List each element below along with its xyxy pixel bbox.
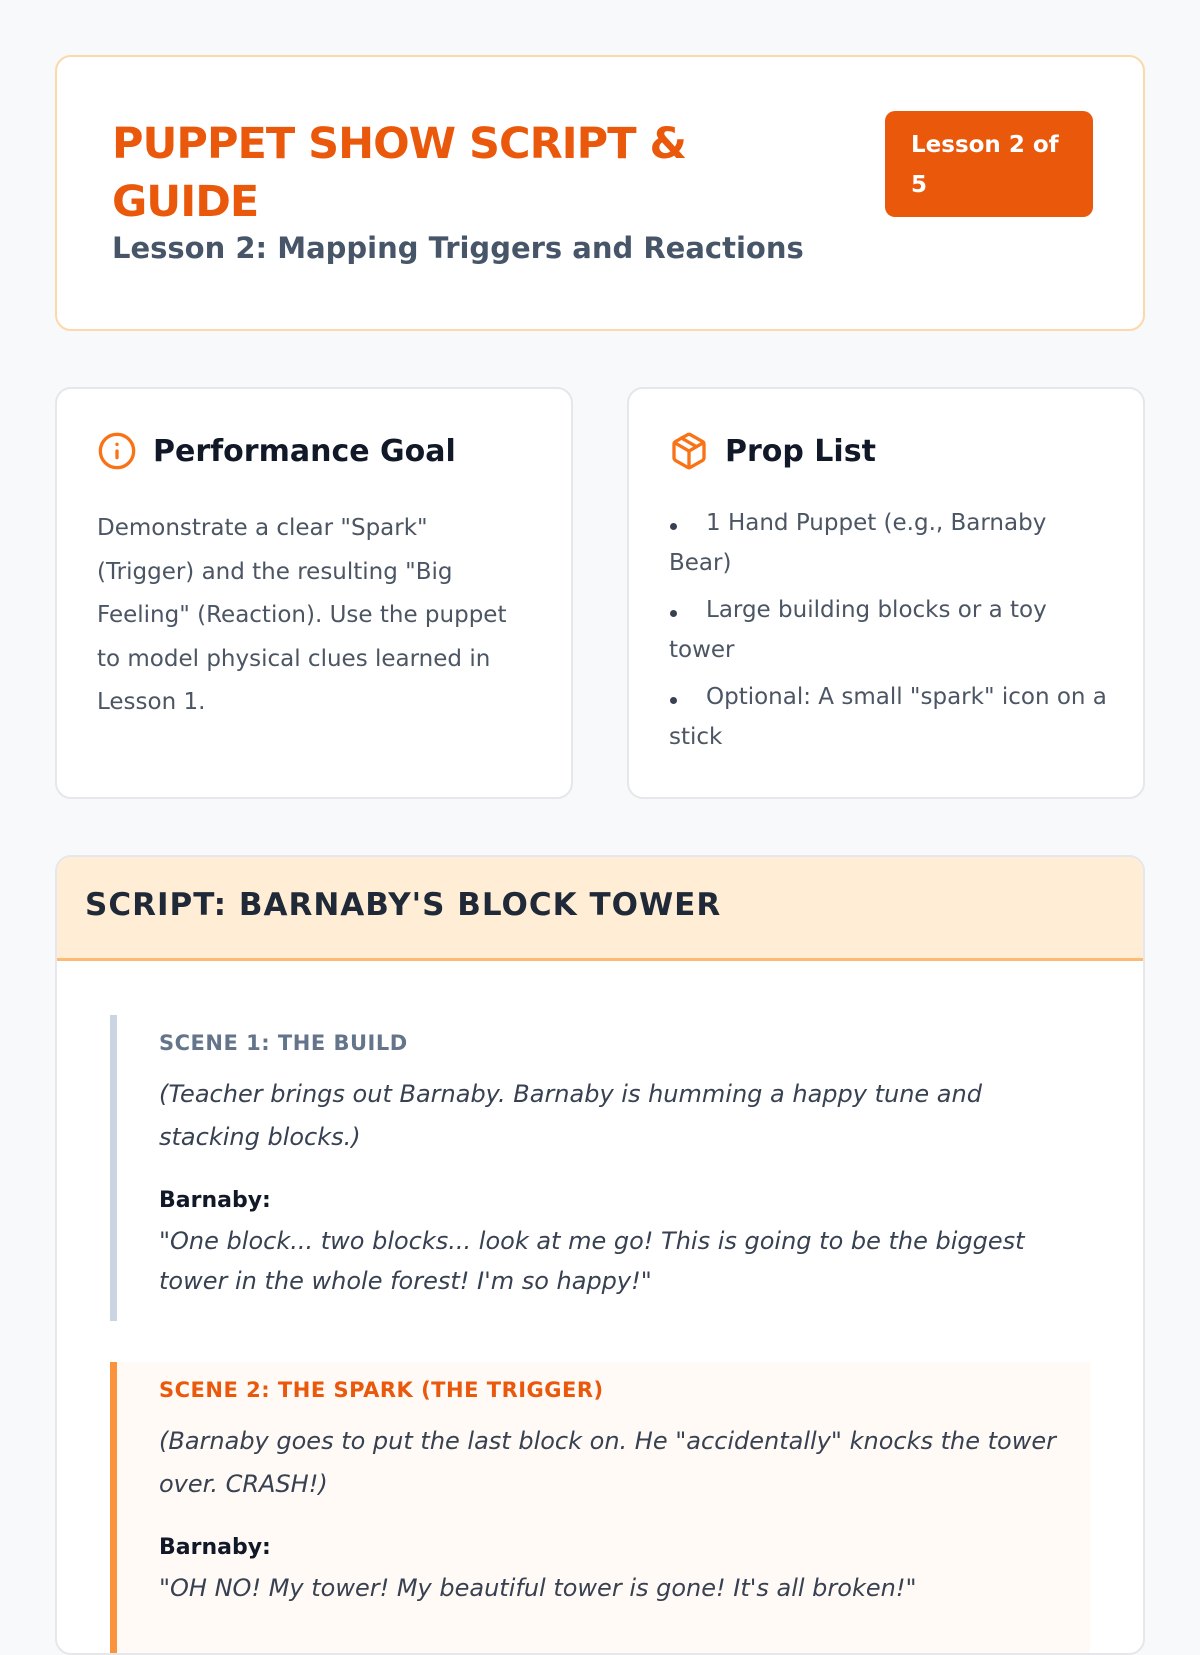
speaker-name: Barnaby: xyxy=(159,1535,271,1560)
dialogue-line: "One block... two blocks... look at me go! This is going to be the biggest tower in the whole forest! I'm so happy!" xyxy=(159,1227,1025,1295)
prop-list xyxy=(669,503,1109,764)
list-item xyxy=(669,590,1109,670)
script-card xyxy=(55,855,1145,1655)
scene-2 xyxy=(110,1362,1090,1655)
scene-label: SCENE 1: THE BUILD xyxy=(159,1031,408,1055)
page-title: PUPPET SHOW SCRIPT & GUIDE xyxy=(112,119,687,227)
performance-goal-text: Demonstrate a clear "Spark" (Trigger) and the resulting "Big Feeling" (Reaction). Use the puppet to model physical clues learned in Lesson 1. xyxy=(97,515,507,715)
prop-list-title: Prop List xyxy=(725,433,876,469)
performance-goal-title: Performance Goal xyxy=(153,433,456,469)
stage-direction: (Barnaby goes to put the last block on. He "accidentally" knocks the tower over. CRASH!) xyxy=(159,1427,1056,1498)
info-circle-icon xyxy=(97,431,137,471)
page-subtitle: Lesson 2: Mapping Triggers and Reactions xyxy=(112,231,804,265)
lesson-badge: Lesson 2 of 5 xyxy=(885,111,1093,217)
prop-item-text: 1 Hand Puppet (e.g., Barnaby Bear) xyxy=(669,510,1047,576)
dialogue-line: "OH NO! My tower! My beautiful tower is gone! It's all broken!" xyxy=(159,1574,917,1602)
script-header xyxy=(57,857,1143,961)
script-title: SCRIPT: BARNABY'S BLOCK TOWER xyxy=(85,887,722,923)
header-card xyxy=(55,55,1145,331)
prop-item-text: Large building blocks or a toy tower xyxy=(669,597,1047,663)
stage-direction: (Teacher brings out Barnaby. Barnaby is humming a happy tune and stacking blocks.) xyxy=(159,1080,982,1151)
prop-list-heading xyxy=(669,431,876,471)
package-icon xyxy=(669,431,709,471)
scene-label: SCENE 2: THE SPARK (THE TRIGGER) xyxy=(159,1378,604,1402)
performance-goal-card xyxy=(55,387,573,799)
prop-item-text: Optional: A small "spark" icon on a stick xyxy=(669,684,1107,750)
scene-1 xyxy=(110,1015,1090,1321)
list-item xyxy=(669,503,1109,583)
performance-goal-heading xyxy=(97,431,456,471)
speaker-name: Barnaby: xyxy=(159,1188,271,1213)
prop-list-card xyxy=(627,387,1145,799)
list-item xyxy=(669,677,1109,757)
